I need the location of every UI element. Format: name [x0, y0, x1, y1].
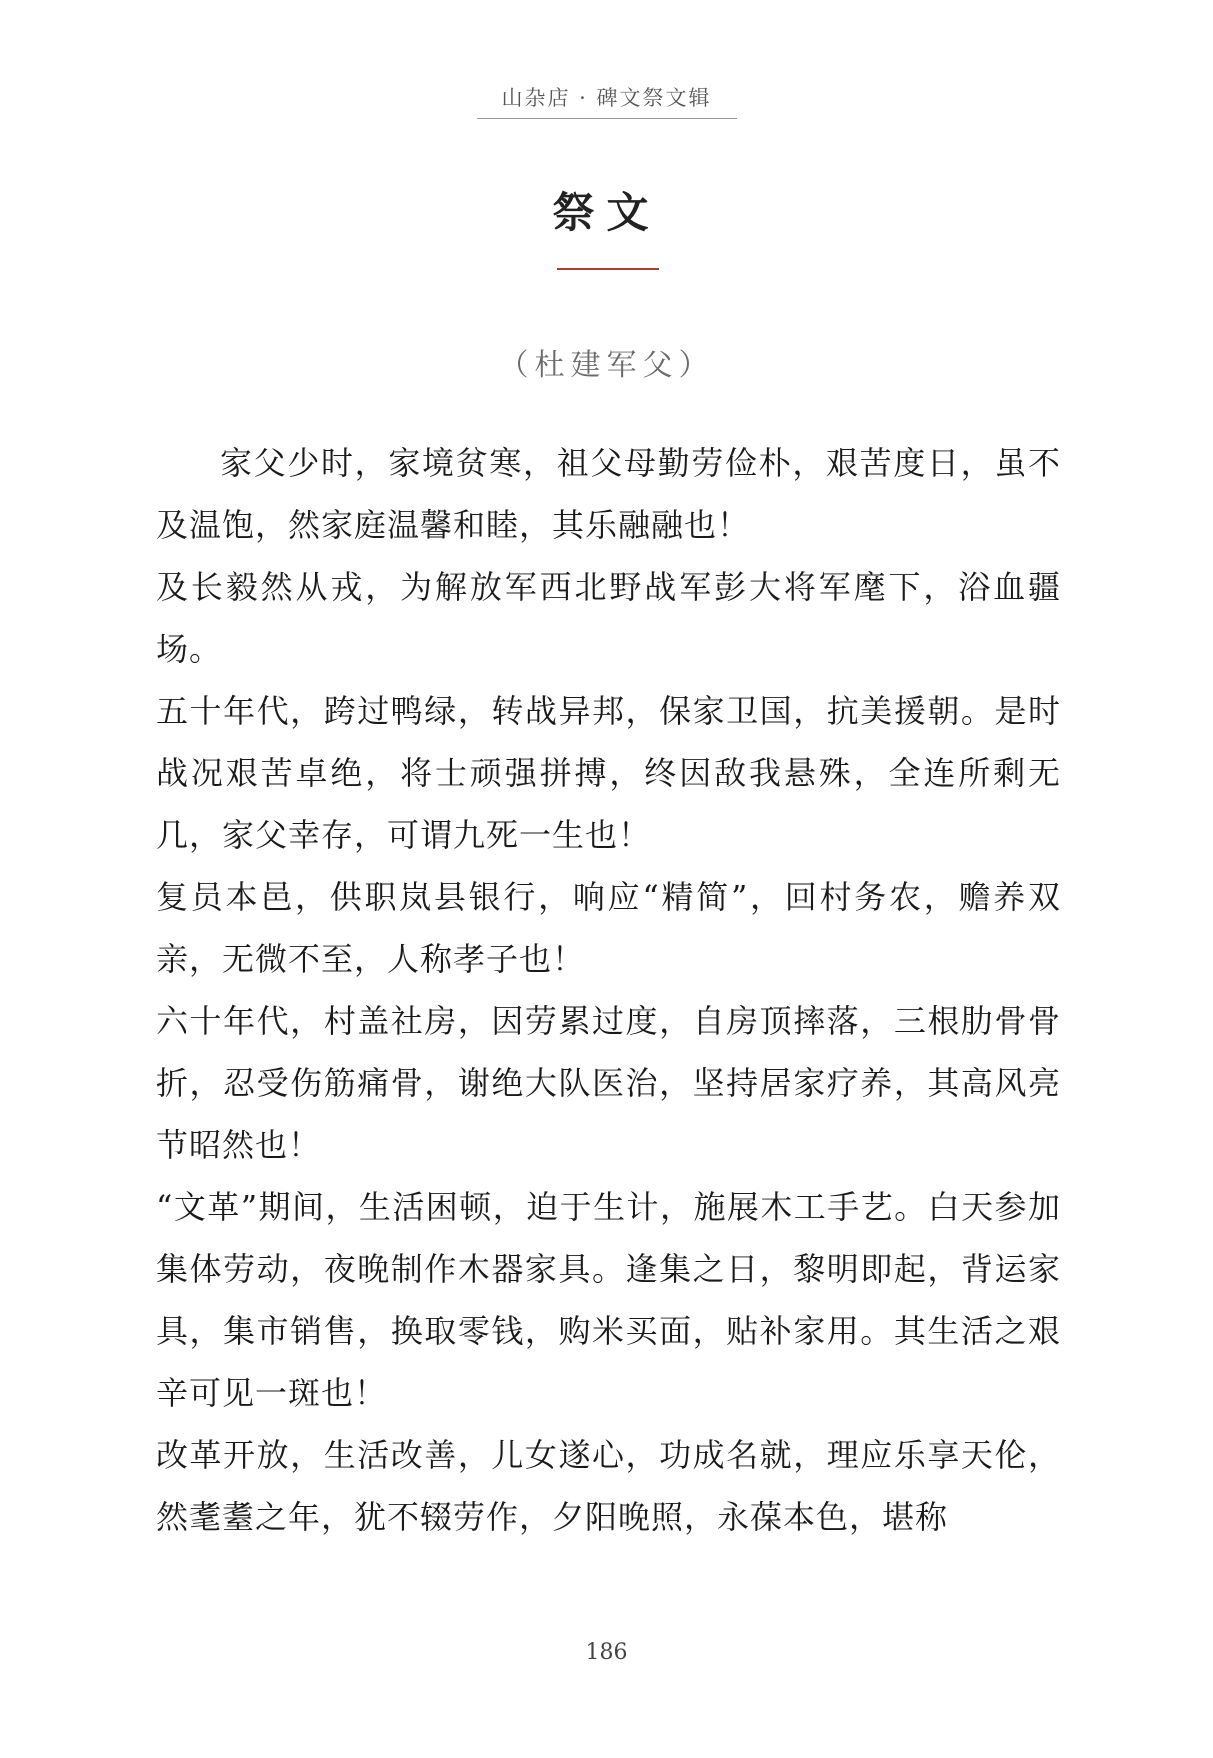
- subtitle: （杜建军父）: [498, 348, 715, 383]
- paragraph: 及长毅然从戎，为解放军西北野战军彭大将军麾下，浴血疆场。: [156, 568, 1061, 668]
- page-number: 186: [585, 1640, 628, 1665]
- paragraph: “文革”期间，生活困顿，迫于生计，施展木工手艺。白天参加集体劳动，夜晚制作木器家具。逢集之日，黎明即起，背运家具，集市销售，换取零钱，购米买面，贴补家用。其生活之艰辛可见一斑也！: [156, 1188, 1061, 1412]
- page-title: 祭文: [552, 188, 661, 237]
- running-head: 山杂店 · 碑文祭文辑: [501, 86, 712, 110]
- paragraph: 五十年代，跨过鸭绿，转战异邦，保家卫国，抗美援朝。是时战况艰苦卓绝，将士顽强拼搏，终因敌我悬殊，全连所剩无几，家父幸存，可谓九死一生也！: [156, 692, 1061, 854]
- body-text: [156, 432, 1061, 1548]
- paragraph: 改革开放，生活改善，儿女遂心，功成名就，理应乐享天伦，然耄耋之年，犹不辍劳作，夕阳晚照，永葆本色，堪称: [156, 1436, 1061, 1536]
- paragraph: 六十年代，村盖社房，因劳累过度，自房顶摔落，三根肋骨骨折，忍受伤筋痛骨，谢绝大队医治，坚持居家疗养，其高风亮节昭然也！: [156, 1002, 1061, 1164]
- paragraph: 家父少时，家境贫寒，祖父母勤劳俭朴，艰苦度日，虽不及温饱，然家庭温馨和睦，其乐融融也！: [156, 444, 1061, 544]
- paragraph: 复员本邑，供职岚县银行，响应“精简”，回村务农，赡养双亲，无微不至，人称孝子也！: [156, 878, 1061, 978]
- running-head-divider: [477, 118, 737, 119]
- title-underline: [557, 268, 659, 270]
